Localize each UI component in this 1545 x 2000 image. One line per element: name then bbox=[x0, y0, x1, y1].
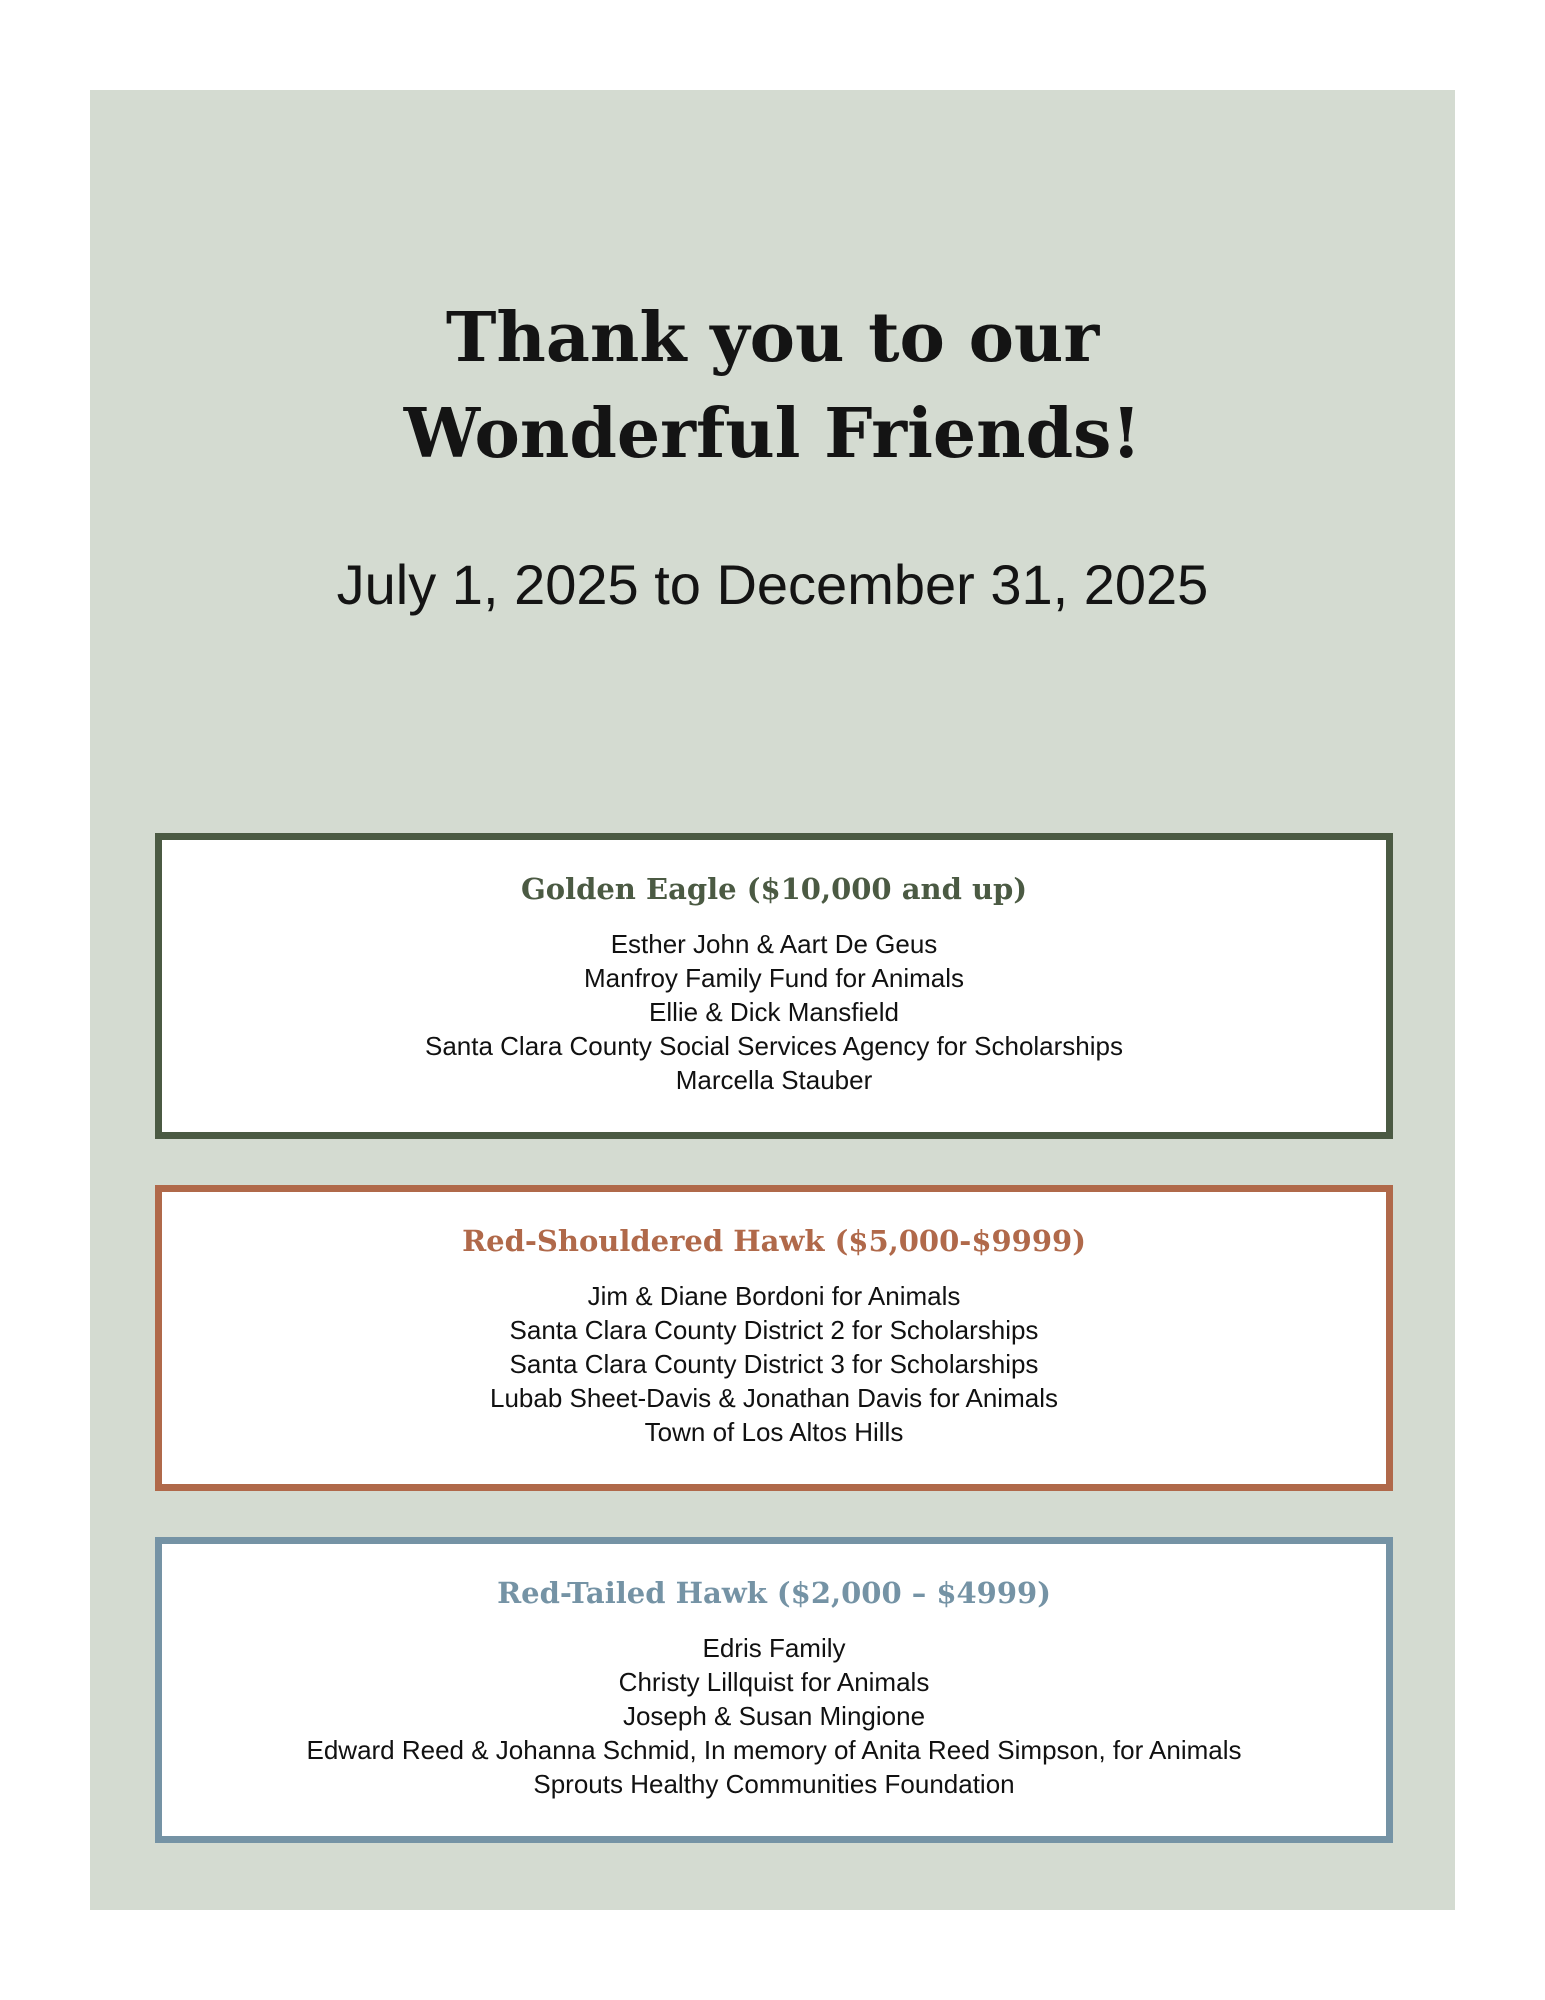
donor-list bbox=[162, 927, 1386, 1097]
donor-name: Edris Family bbox=[702, 1633, 846, 1663]
donor-name: Edward Reed & Johanna Schmid, In memory of Anita Reed Simpson, for Animals bbox=[306, 1735, 1242, 1765]
donor-name: Santa Clara County Social Services Agency for Scholarships bbox=[424, 1031, 1123, 1061]
donor-name: Manfroy Family Fund for Animals bbox=[583, 963, 964, 993]
tier-heading: Golden Eagle ($10,000 and up) bbox=[520, 872, 1028, 906]
donor-name: Marcella Stauber bbox=[675, 1065, 873, 1095]
donor-name: Town of Los Altos Hills bbox=[644, 1417, 904, 1447]
title-line-2: Wonderful Friends! bbox=[403, 394, 1142, 474]
donor-name: Ellie & Dick Mansfield bbox=[649, 997, 899, 1027]
page-title bbox=[90, 290, 1455, 482]
donor-name: Sprouts Healthy Communities Foundation bbox=[533, 1769, 1015, 1799]
donor-name: Santa Clara County District 3 for Scholarships bbox=[509, 1349, 1039, 1379]
donor-name: Joseph & Susan Mingione bbox=[622, 1701, 926, 1731]
donor-name: Esther John & Aart De Geus bbox=[610, 929, 938, 959]
donor-list bbox=[162, 1279, 1386, 1449]
tier-golden-eagle bbox=[155, 833, 1393, 1139]
tier-red-tailed-hawk bbox=[155, 1537, 1393, 1843]
donor-name: Christy Lillquist for Animals bbox=[618, 1667, 930, 1697]
date-range: July 1, 2025 to December 31, 2025 bbox=[336, 553, 1209, 616]
donor-list bbox=[162, 1631, 1386, 1801]
tier-heading: Red-Shouldered Hawk ($5,000-$9999) bbox=[462, 1224, 1086, 1258]
donor-name: Jim & Diane Bordoni for Animals bbox=[587, 1281, 961, 1311]
tier-heading: Red-Tailed Hawk ($2,000 – $4999) bbox=[497, 1576, 1051, 1610]
tier-red-shouldered-hawk bbox=[155, 1185, 1393, 1491]
donor-name: Lubab Sheet-Davis & Jonathan Davis for Animals bbox=[490, 1383, 1058, 1413]
donor-name: Santa Clara County District 2 for Scholarships bbox=[509, 1315, 1039, 1345]
title-line-1: Thank you to our bbox=[445, 298, 1100, 378]
background-panel bbox=[90, 90, 1455, 1910]
